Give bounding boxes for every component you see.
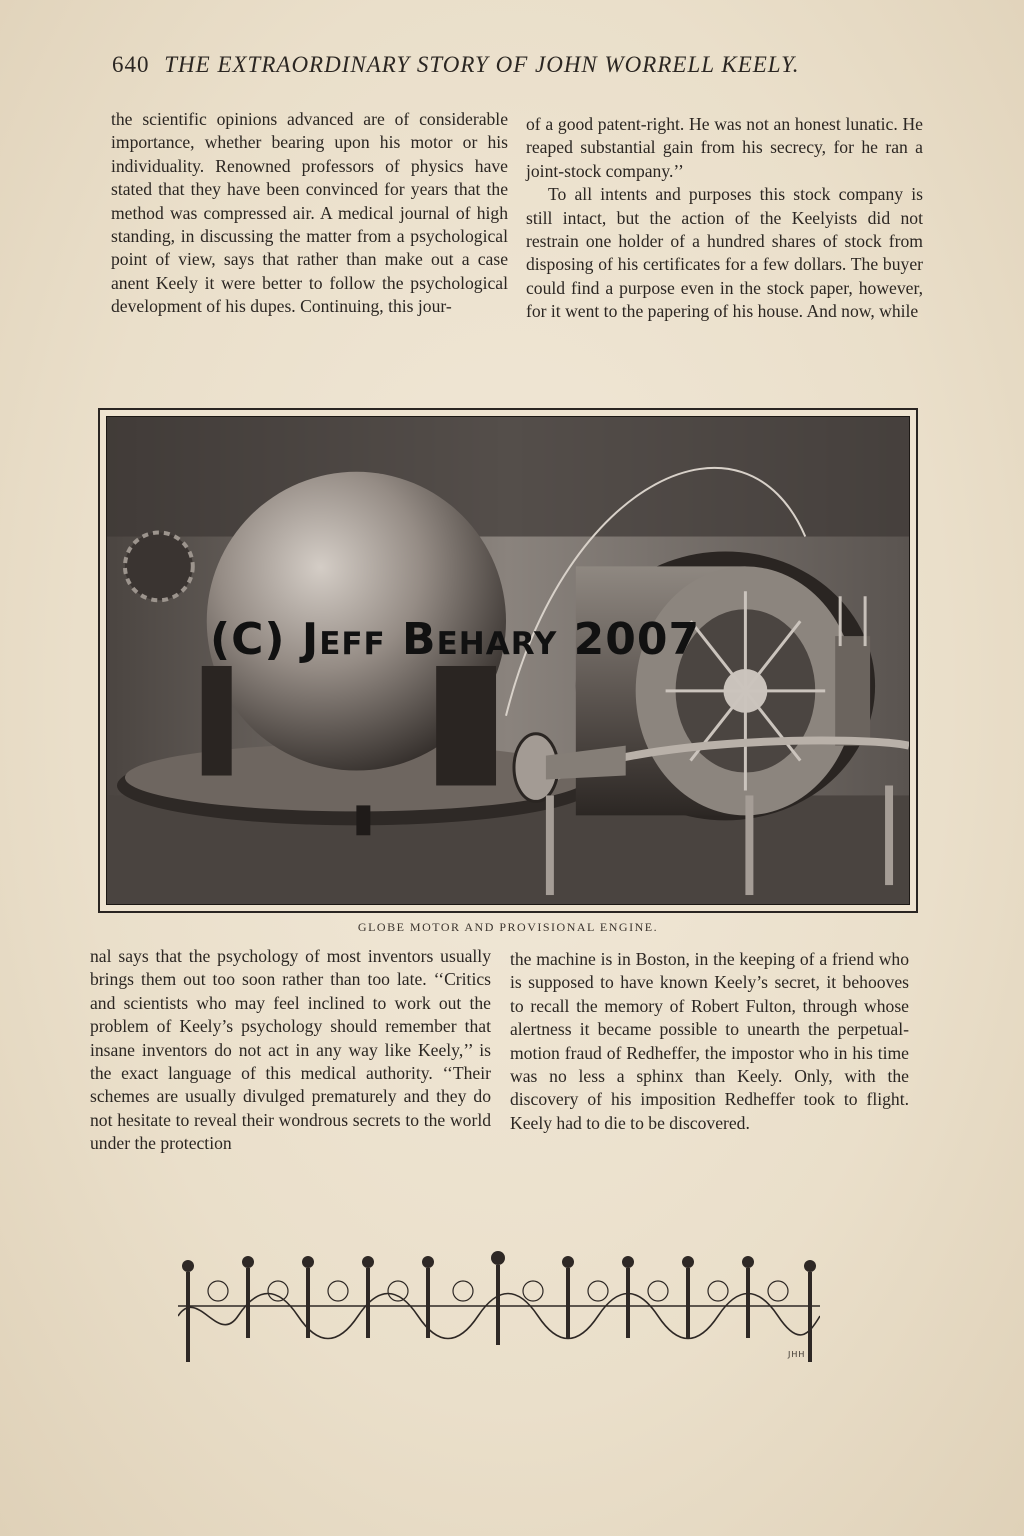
- paragraph: nal says that the psychology of most inventors usually brings them out too soon rather than too late. ‘‘Critics and scientists who may feel inclined to work out the problem of Keely’s psychology should remember that insane inventors do not act in any way like Keely,’’ is the exact language of this medical authority. ‘‘Their schemes are usually divulged prematurely and they do not hesitate to reveal their wondrous secrets to the world under the protection: [90, 946, 491, 1154]
- text-column-bottom-right: [510, 948, 909, 1135]
- text-column-top-right: [526, 113, 923, 324]
- paragraph: To all intents and purposes this stock company is still intact, but the action of the Keelyists did not restrain one holder of a hundred shares of stock from disposing of his certificates for a few dollars. The buyer could find a purpose even in the stock paper, however, for it went to the papering of his house. And now, while: [526, 184, 923, 322]
- running-header: [112, 52, 912, 92]
- ornament-frieze-icon: [178, 1246, 820, 1366]
- figure-caption: GLOBE MOTOR AND PROVISIONAL ENGINE.: [357, 920, 659, 934]
- text-column-top-left: [111, 108, 508, 319]
- decorative-tailpiece: [178, 1246, 820, 1366]
- copyright-watermark: (C) Jeff Behary 2007: [210, 614, 701, 665]
- running-title: THE EXTRAORDINARY STORY OF JOHN WORRELL KEELY.: [164, 52, 800, 77]
- text-column-bottom-left: [90, 945, 491, 1156]
- paragraph: the scientific opinions advanced are of considerable importance, whether bearing upon his motor or his individuality. Renowned professors of physics have stated that they have been convinced for years that the method was compressed air. A medical journal of high standing, in discussing the matter from a psychological point of view, says that rather than make out a case anent Keely it were better to follow the psychological development of his dupes. Continuing, this jour-: [111, 109, 508, 317]
- artist-signature: JHH: [788, 1350, 806, 1359]
- page-number: 640: [112, 52, 150, 77]
- paragraph: of a good patent-right. He was not an honest lunatic. He reaped substantial gain from his secrecy, for he ran a joint-stock company.’’: [526, 114, 923, 181]
- paragraph: the machine is in Boston, in the keeping of a friend who is supposed to have known Keely’s secret, it behooves to recall the memory of Robert Fulton, through whose alertness it became possible to unearth the perpetual-motion fraud of Redheffer, the impostor who in his time was no less a sphinx than Keely. Only, with the discovery of his imposition Redheffer took to flight. Keely had to die to be discovered.: [510, 949, 909, 1133]
